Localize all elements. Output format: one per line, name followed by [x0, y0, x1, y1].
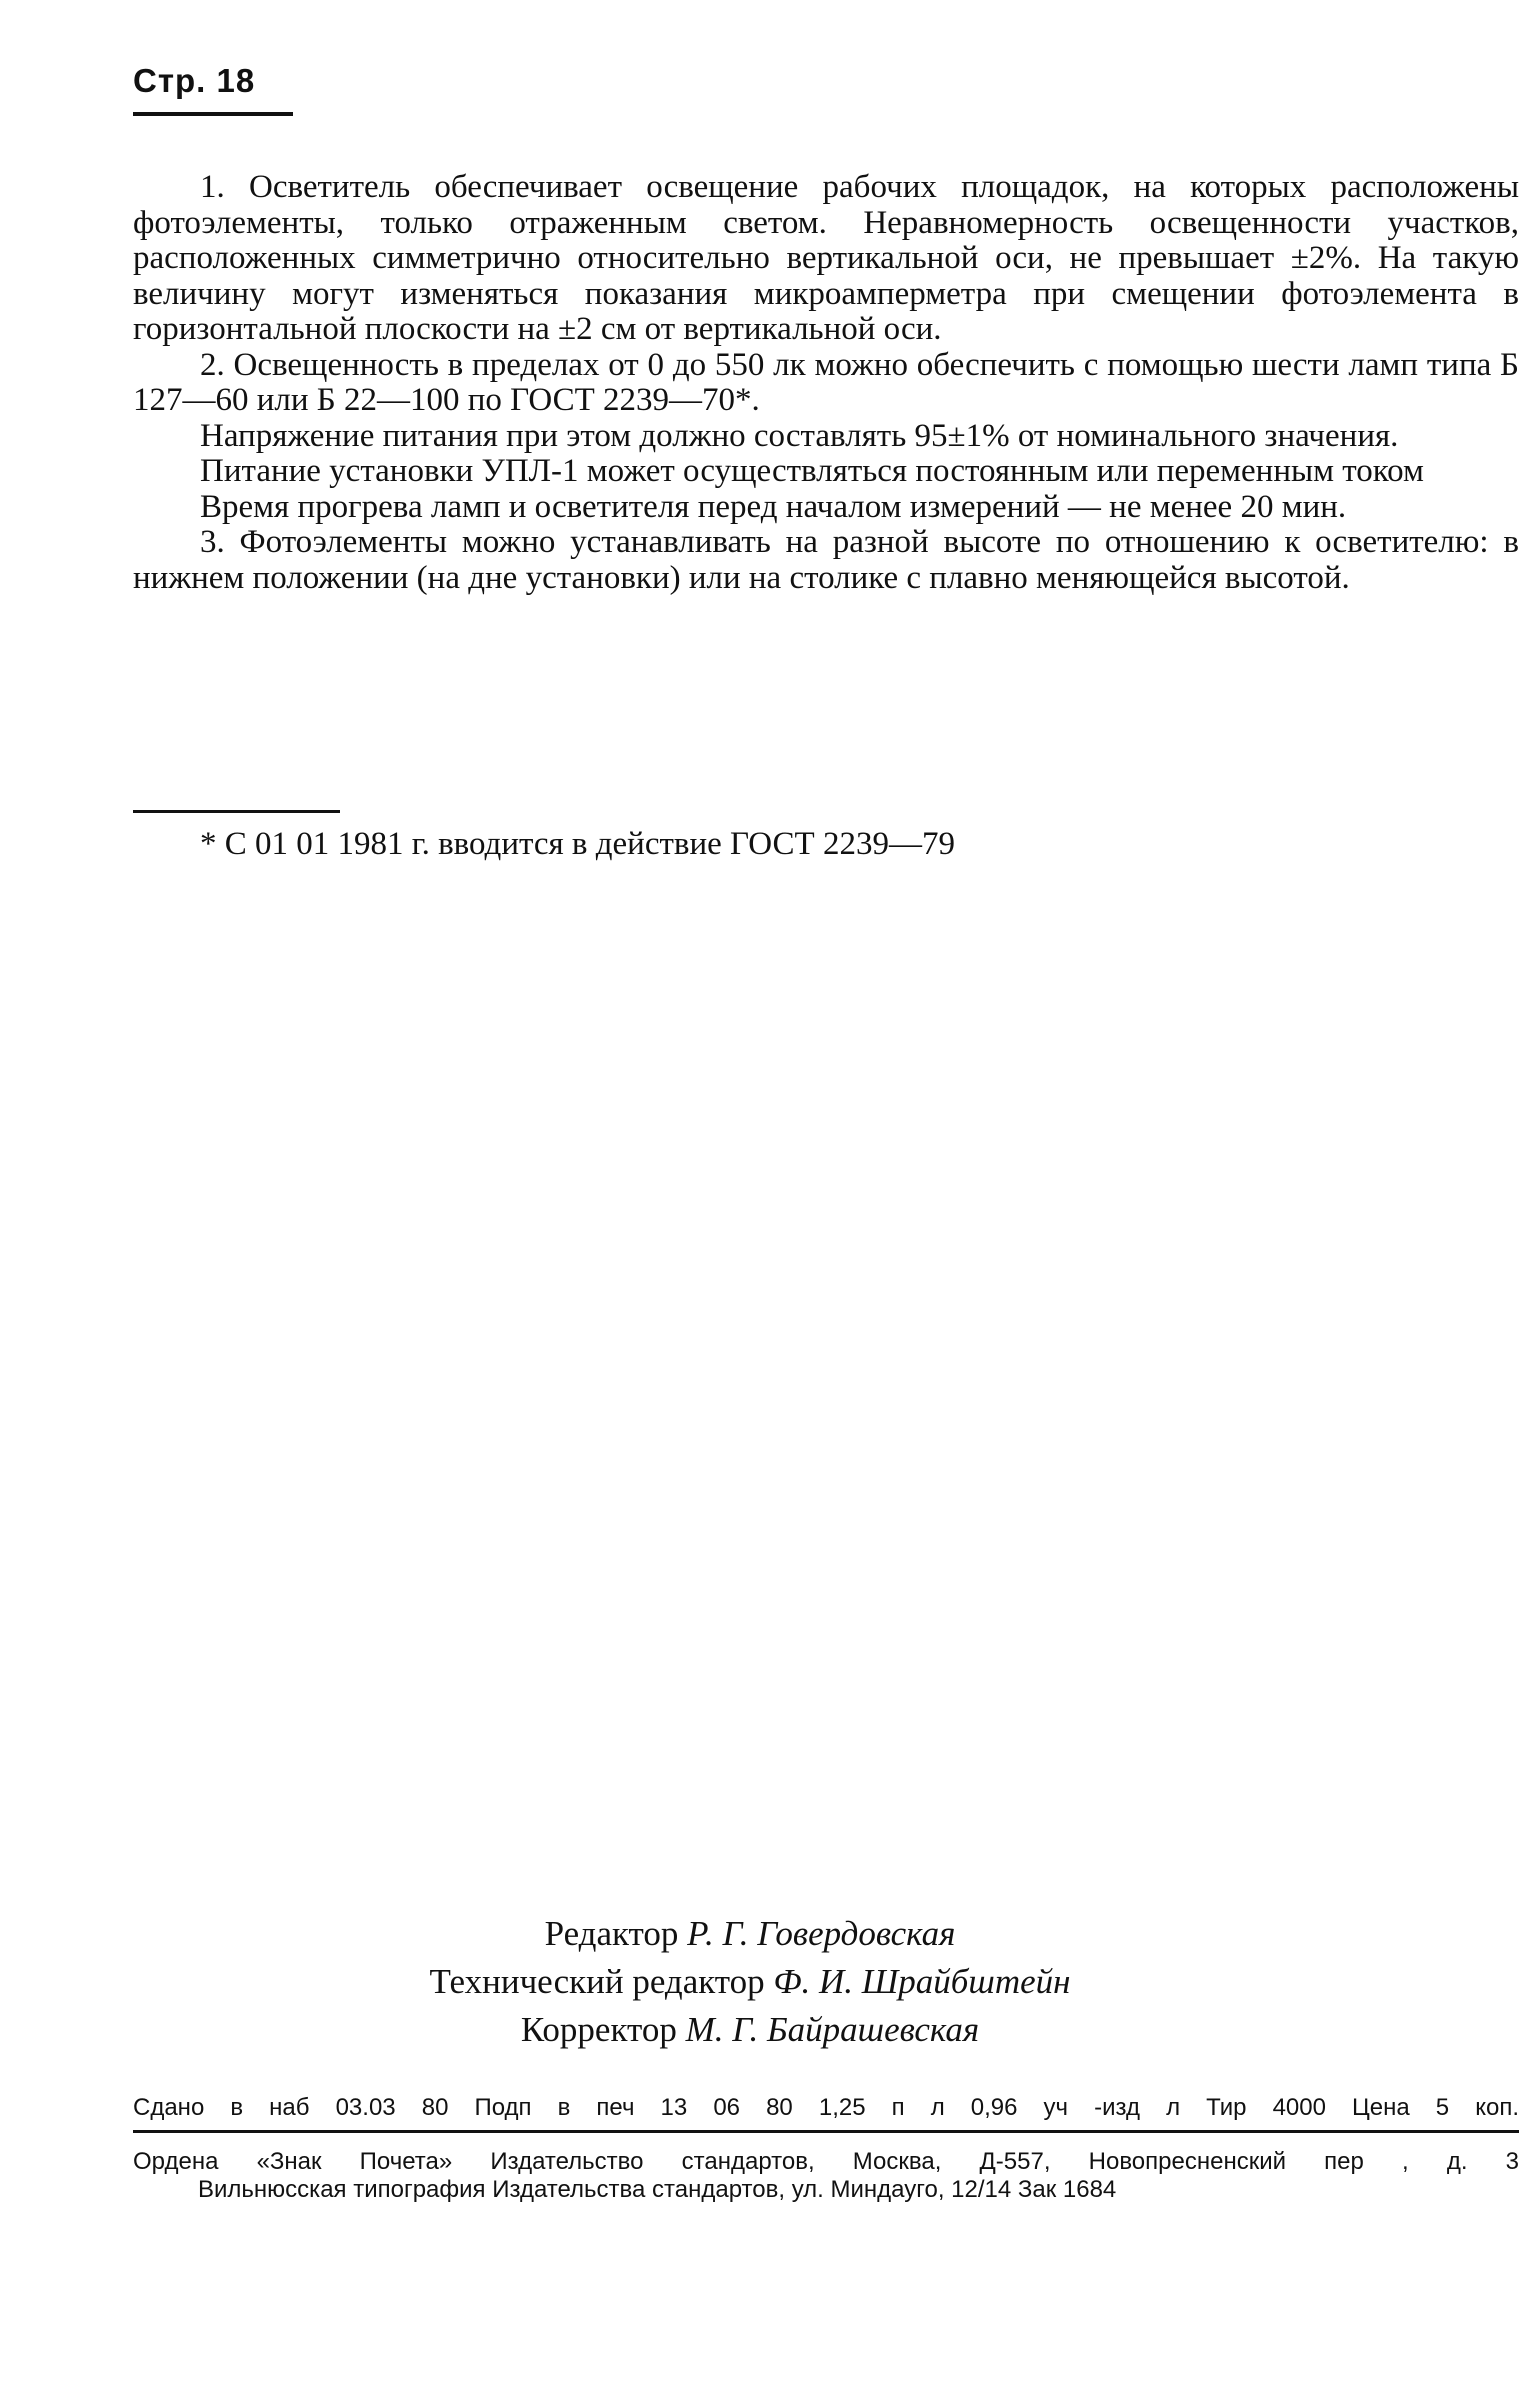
tech-editor-line: [300, 1958, 1200, 2006]
editor-role: Редактор: [544, 1914, 679, 1953]
footnote: * С 01 01 1981 г. вводится в действие ГОСТ 2239—79: [200, 826, 955, 862]
paragraph: 2. Освещенность в пределах от 0 до 550 лк можно обеспечить с помощью шести ламп типа Б 127—60 или Б 22—100 по ГОСТ 2239—70*.: [133, 346, 1519, 418]
page-number: Стр. 18: [133, 62, 256, 99]
editor-name: Р. Г. Говердовская: [687, 1914, 956, 1953]
editor-line: [300, 1910, 1200, 1958]
tech-editor-name: Ф. И. Шрайбштейн: [773, 1962, 1071, 2001]
paragraph: Время прогрева ламп и осветителя перед началом измерений — не менее 20 мин.: [200, 488, 1347, 525]
tech-editor-role: Технический редактор: [429, 1962, 765, 2001]
paragraph: Питание установки УПЛ-1 может осуществляться постоянным или переменным током: [200, 453, 1424, 489]
printer-line: Вильнюсская типография Издательства стандартов, ул. Миндауго, 12/14 Зак 1684: [198, 2176, 1117, 2203]
corrector-line: [300, 2006, 1200, 2054]
paragraph: 1. Осветитель обеспечивает освещение рабочих площадок, на которых расположены фотоэлементы, только отраженным светом. Неравномерность освещенности участков, расположенных симметрично относительно вертикальной оси, не превышает ±2%. На такую величину могут изменяться показания микроамперметра при смещении фотоэлемента в горизонтальной плоскости на ±2 см от вертикальной оси.: [133, 169, 1519, 347]
page-number-underline: [133, 112, 293, 116]
print-details-line: Сдано в наб 03.03 80 Подп в печ 13 06 80 1,25 п л 0,96 уч -изд л Тир 4000 Цена 5 коп.: [133, 2094, 1519, 2121]
imprint-separator: [133, 2130, 1519, 2133]
footnote-separator: [133, 810, 340, 813]
publisher-line: Ордена «Знак Почета» Издательство стандартов, Москва, Д-557, Новопресненский пер , д. 3: [133, 2148, 1519, 2175]
paragraph: Напряжение питания при этом должно составлять 95±1% от номинального значения.: [200, 417, 1399, 454]
credits-block: [300, 1910, 1200, 2054]
corrector-role: Корректор: [520, 2010, 677, 2049]
corrector-name: М. Г. Байрашевская: [685, 2010, 980, 2049]
main-text: [133, 170, 1519, 596]
publisher-block: [133, 2148, 1519, 2204]
paragraph: 3. Фотоэлементы можно устанавливать на разной высоте по отношению к осветителю: в нижнем положении (на дне установки) или на столике с плавно меняющейся высотой.: [133, 524, 1519, 596]
